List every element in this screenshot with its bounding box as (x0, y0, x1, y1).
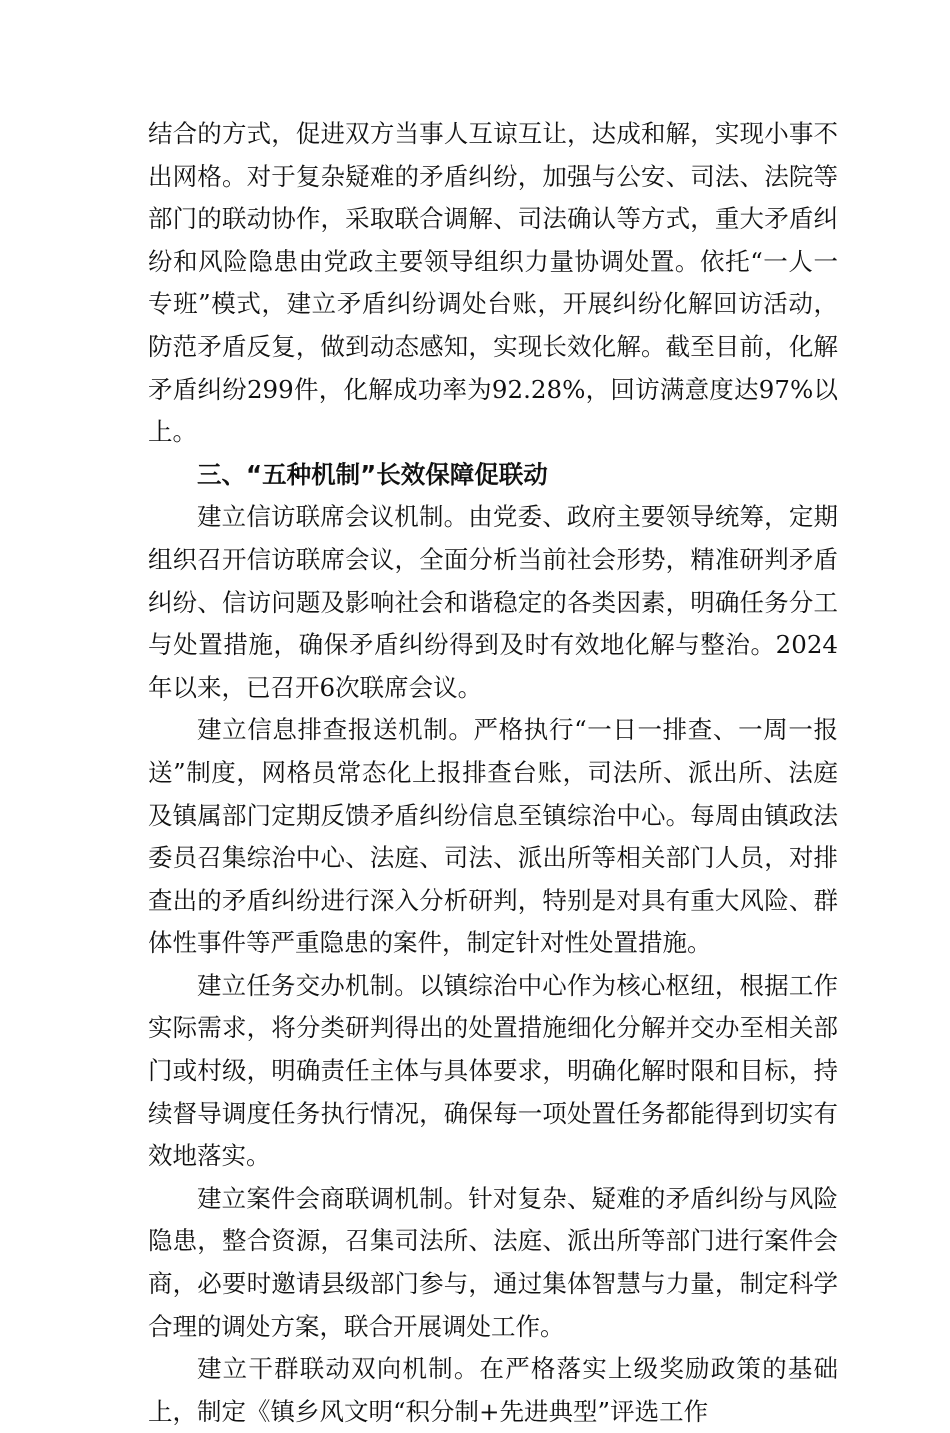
body-paragraph-task-assignment: 建立任务交办机制。以镇综治中心作为核心枢纽，根据工作实际需求，将分类研判得出的处置措施细化分解并交办至相关部门或村级，明确责任主体与具体要求，明确化解时限和目标，持续督导调度任务执行情况，确保每一项处置任务都能得到切实有效地落实。 (148, 970, 838, 1171)
body-paragraph-case-consultation: 建立案件会商联调机制。针对复杂、疑难的矛盾纠纷与风险隐患，整合资源，召集司法所、法庭、派出所等部门进行案件会商，必要时邀请县级部门参与，通过集体智慧与力量，制定科学合理的调处方案，联合开展调处工作。 (148, 1183, 838, 1341)
body-paragraph-continued: 结合的方式，促进双方当事人互谅互让，达成和解，实现小事不出网格。对于复杂疑难的矛盾纠纷，加强与公安、司法、法院等部门的联动协作，采取联合调解、司法确认等方式，重大矛盾纠纷和风险隐患由党政主要领导组织力量协调处置。依托“一人一专班”模式，建立矛盾纠纷调处台账，开展纠纷化解回访活动，防范矛盾反复，做到动态感知，实现长效化解。截至目前，化解矛盾纠纷299件，化解成功率为92.28%，回访满意度达97%以上。 (148, 119, 838, 447)
section-heading: 三、“五种机制”长效保障促联动 (197, 459, 548, 489)
body-paragraph-cadre-mass-linkage: 建立干群联动双向机制。在严格落实上级奖励政策的基础上，制定《镇乡风文明“积分制+先进典型”评选工作 (148, 1354, 838, 1426)
body-paragraph-petition-meeting: 建立信访联席会议机制。由党委、政府主要领导统筹，定期组织召开信访联席会议，全面分析当前社会形势，精准研判矛盾纠纷、信访问题及影响社会和谐稳定的各类因素，明确任务分工与处置措施，确保矛盾纠纷得到及时有效地化解与整治。2024年以来，已召开6次联席会议。 (148, 502, 838, 702)
document-page (148, 113, 838, 1433)
body-paragraph-info-reporting: 建立信息排查报送机制。严格执行“一日一排查、一周一报送”制度，网格员常态化上报排查台账，司法所、派出所、法庭及镇属部门定期反馈矛盾纠纷信息至镇综治中心。每周由镇政法委员召集综治中心、法庭、司法、派出所等相关部门人员，对排查出的矛盾纠纷进行深入分析研判，特别是对具有重大风险、群体性事件等严重隐患的案件，制定针对性处置措施。 (148, 715, 838, 958)
